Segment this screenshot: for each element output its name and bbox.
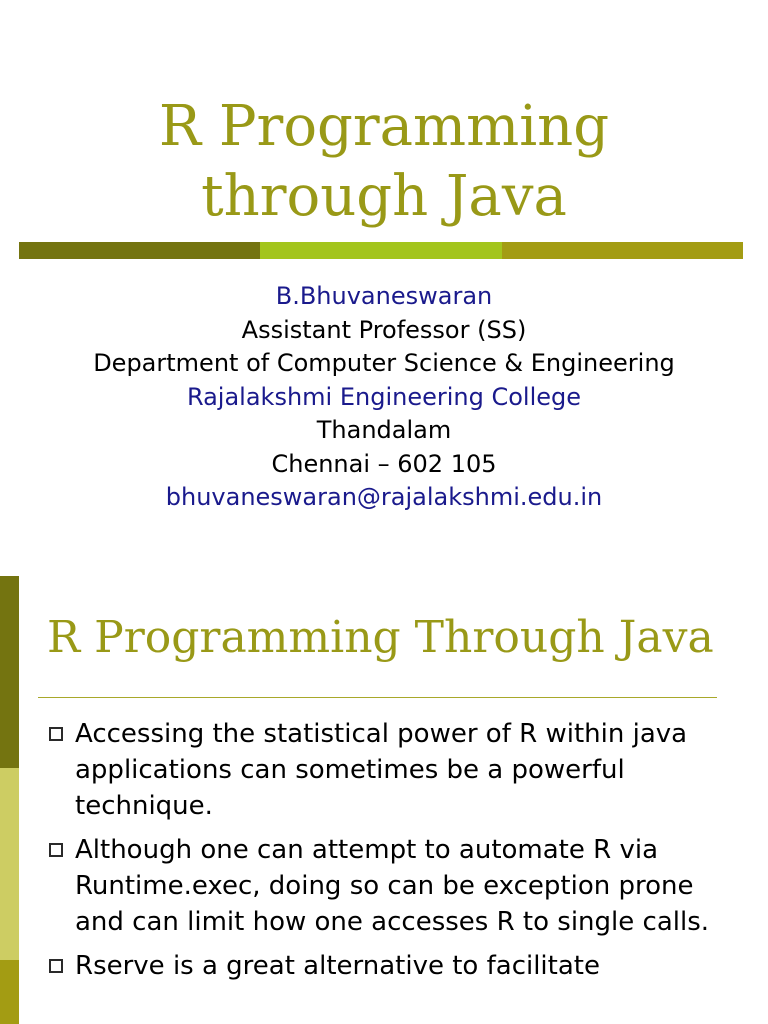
- author-email: bhuvaneswaran@rajalakshmi.edu.in: [165, 483, 603, 511]
- slide-title: R Programming Through Java: [47, 612, 714, 663]
- title-line: through Java: [201, 164, 567, 229]
- decorative-color-band: [19, 242, 743, 259]
- bullet-text: Although one can attempt to automate R via Runtime.exec, doing so can be exception prone and can limit how one accesses R to single calls.: [75, 835, 710, 937]
- bullet-text: Accessing the statistical power of R within java applications can sometimes be a powerful technique.: [75, 719, 688, 821]
- author-block: [0, 280, 768, 515]
- author-designation: Assistant Professor (SS): [241, 315, 527, 344]
- bullet-item: [47, 948, 727, 984]
- hollow-square-bullet-icon: [49, 727, 63, 741]
- slide-title: [0, 92, 768, 232]
- left-accent-bar: [0, 576, 19, 1024]
- author-name: B.Bhuvaneswaran: [275, 282, 493, 310]
- band-segment: [502, 242, 743, 259]
- author-college: Rajalakshmi Engineering College: [186, 382, 582, 411]
- author-city: Chennai – 602 105: [271, 449, 497, 478]
- author-department: Department of Computer Science & Engineering: [93, 349, 675, 377]
- band-segment: [260, 242, 501, 259]
- accent-segment: [0, 768, 19, 960]
- band-segment: [19, 242, 260, 259]
- title-underline: [38, 697, 717, 698]
- title-line: R Programming: [158, 94, 610, 159]
- bullet-list: [47, 716, 727, 992]
- bullet-text: Rserve is a great alternative to facilitate: [75, 951, 600, 981]
- bullet-item: [47, 832, 727, 940]
- accent-segment: [0, 576, 19, 768]
- content-slide: [0, 576, 768, 1024]
- accent-segment: [0, 960, 19, 1024]
- author-place: Thandalam: [316, 416, 452, 444]
- hollow-square-bullet-icon: [49, 959, 63, 973]
- bullet-item: [47, 716, 727, 824]
- hollow-square-bullet-icon: [49, 843, 63, 857]
